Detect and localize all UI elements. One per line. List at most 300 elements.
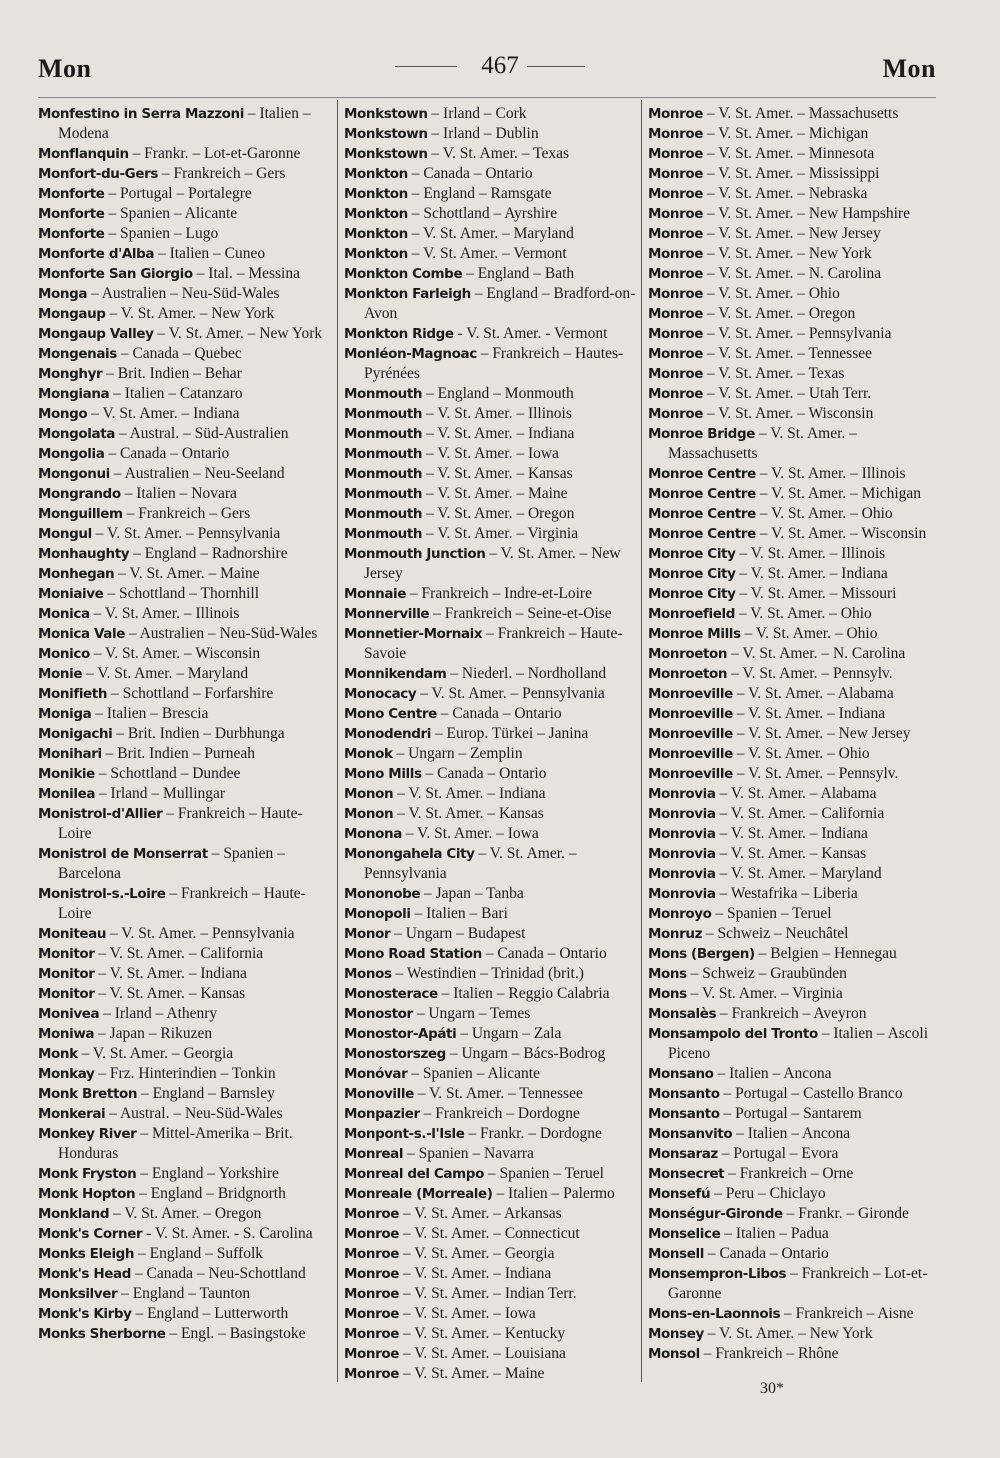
gazetteer-entry <box>344 1124 642 1144</box>
entry-headword: Monrovia <box>648 786 716 802</box>
entry-location: – Italien – Bari <box>410 905 508 922</box>
entry-location: – Westafrika – Liberia <box>715 885 858 902</box>
gazetteer-entry <box>38 1124 336 1164</box>
gazetteer-entry <box>38 1284 336 1304</box>
entry-headword: Mono Mills <box>344 766 422 782</box>
entry-headword: Monigachi <box>38 726 113 742</box>
gazetteer-entry <box>648 324 946 344</box>
entry-location: – V. St. Amer. – Pennsylv. <box>727 665 893 682</box>
entry-location: – V. St. Amer. – New York <box>153 325 323 342</box>
entry-headword: Monok <box>344 746 393 762</box>
entry-headword: Monforte d'Alba <box>38 246 155 262</box>
entry-headword: Moniaive <box>38 586 104 602</box>
entry-location: – V. St. Amer. – Indiana <box>732 705 886 722</box>
entry-location: – Frankreich – Dordogne <box>419 1105 580 1122</box>
entry-location: – V. St. Amer. – Pennsylvania <box>703 325 892 342</box>
entry-headword: Monkton <box>344 246 408 262</box>
gazetteer-entry <box>344 284 642 324</box>
signature-mark: 30* <box>760 1380 784 1397</box>
entry-headword: Monroe City <box>648 546 736 562</box>
gazetteer-entry <box>38 364 336 384</box>
entry-location: – V. St. Amer. – Ohio <box>734 605 872 622</box>
entry-location: – V. St. Amer. – Oregon <box>109 1205 262 1222</box>
entry-headword: Monroe <box>344 1366 400 1382</box>
gazetteer-entry <box>38 884 336 924</box>
gazetteer-entry <box>648 264 946 284</box>
entry-location: – Canada – Ontario <box>703 1245 829 1262</box>
entry-location: – England – Ramsgate <box>407 185 552 202</box>
entry-location: – England – Yorkshire <box>136 1165 279 1182</box>
gazetteer-entry <box>344 464 642 484</box>
gazetteer-entry <box>38 784 336 804</box>
gazetteer-entry <box>344 684 642 704</box>
entry-headword: Monmouth <box>344 426 423 442</box>
column-separator-2 <box>641 100 642 1382</box>
entry-headword: Mons <box>648 986 687 1002</box>
gazetteer-entry <box>344 1164 642 1184</box>
gazetteer-entry <box>38 464 336 484</box>
entry-headword: Monkton Combe <box>344 266 463 282</box>
entry-location: – Brit. Indien – Purneah <box>101 745 256 762</box>
entry-location: – V. St. Amer. – Illinois <box>735 545 886 562</box>
entry-headword: Monpazier <box>344 1106 420 1122</box>
gazetteer-entry <box>648 544 946 564</box>
entry-location: – V. St. Amer. – Illinois <box>89 605 240 622</box>
gazetteer-entry <box>648 1184 946 1204</box>
entry-location: – Frankreich – Aisne <box>780 1305 914 1322</box>
gazetteer-entry <box>344 504 642 524</box>
entry-headword: Mongolia <box>38 446 105 462</box>
gazetteer-entry <box>648 364 946 384</box>
gazetteer-entry <box>648 584 946 604</box>
entry-headword: Monhegan <box>38 566 115 582</box>
entry-headword: Monóvar <box>344 1066 408 1082</box>
entry-location: – V. St. Amer. – Connecticut <box>399 1225 580 1242</box>
entry-location: – Italien – Ancona <box>713 1065 832 1082</box>
entry-location: – England – Bath <box>462 265 575 282</box>
entry-location: – V. St. Amer. – Indiana <box>715 825 868 842</box>
gazetteer-entry <box>648 1204 946 1224</box>
gazetteer-entry <box>648 504 946 524</box>
column-3 <box>648 104 946 1364</box>
page-header <box>0 50 1000 90</box>
entry-location: – V. St. Amer. – Kansas <box>393 805 544 822</box>
entry-location: – V. St. Amer. – Indiana <box>735 565 888 582</box>
entry-headword: Monon <box>344 806 394 822</box>
entry-location: – Frankr. – Gironde <box>782 1205 909 1222</box>
entry-location: – Portugal – Santarem <box>719 1105 862 1122</box>
entry-location: – V. St. Amer. – Mississippi <box>703 165 880 182</box>
entry-headword: Monroe <box>344 1346 400 1362</box>
entry-location: – V. St. Amer. – N. Carolina <box>703 265 882 282</box>
entry-location: – Frankreich – Rhône <box>699 1345 839 1362</box>
gazetteer-entry <box>38 184 336 204</box>
gazetteer-entry <box>648 424 946 464</box>
entry-location: – V. St. Amer. – New Hampshire <box>703 205 910 222</box>
gazetteer-entry <box>344 1004 642 1024</box>
entry-location: – Frankreich – Haute-Loire <box>58 885 306 922</box>
entry-location: – Portugal – Portalegre <box>104 185 252 202</box>
entry-location: – V. St. Amer. – New Jersey <box>703 225 881 242</box>
gazetteer-entry <box>38 444 336 464</box>
entry-location: – Italien – Brescia <box>91 705 209 722</box>
entry-headword: Monroe <box>648 206 704 222</box>
entry-headword: Monpont-s.-l'Isle <box>344 1126 465 1142</box>
gazetteer-entry <box>38 704 336 724</box>
entry-headword: Monroeville <box>648 706 733 722</box>
entry-headword: Monrovia <box>648 846 716 862</box>
gazetteer-entry <box>38 144 336 164</box>
gazetteer-entry <box>648 1024 946 1064</box>
entry-location: – Italien – Catanzaro <box>109 385 243 402</box>
entry-headword: Monkey River <box>38 1126 137 1142</box>
entry-headword: Monroe <box>648 286 704 302</box>
entry-headword: Monodendri <box>344 726 431 742</box>
gazetteer-entry <box>648 1004 946 1024</box>
entry-headword: Monroe <box>648 246 704 262</box>
entry-location: – V. St. Amer. – Tennessee <box>703 345 873 362</box>
entry-headword: Monostorszeg <box>344 1046 446 1062</box>
entry-location: – Brit. Indien – Behar <box>102 365 242 382</box>
entry-location: – Frz. Hinterindien – Tonkin <box>94 1065 276 1082</box>
entry-headword: Monmouth <box>344 386 423 402</box>
gazetteer-entry <box>648 844 946 864</box>
gazetteer-entry <box>648 484 946 504</box>
entry-headword: Monosterace <box>344 986 438 1002</box>
entry-headword: Monihari <box>38 746 102 762</box>
entry-location: – V. St. Amer. – Michigan <box>755 485 922 502</box>
entry-headword: Mono Road Station <box>344 946 482 962</box>
gazetteer-entry <box>344 1324 642 1344</box>
entry-location: – V. St. Amer. – Kansas <box>715 845 867 862</box>
entry-headword: Monroe <box>648 306 704 322</box>
entry-headword: Monitor <box>38 986 95 1002</box>
entry-headword: Monroeton <box>648 646 728 662</box>
entry-headword: Monrovia <box>648 806 716 822</box>
entry-location: – Schweiz – Neuchâtel <box>702 925 849 942</box>
entry-location: – Spanien – Teruel <box>483 1165 604 1182</box>
gazetteer-entry <box>648 1324 946 1344</box>
entry-location: – England – Radnorshire <box>129 545 288 562</box>
entry-location: – V. St. Amer. – Maine <box>422 485 568 502</box>
entry-location: – V. St. Amer. – Pennsylvania <box>106 925 295 942</box>
entry-headword: Monghyr <box>38 366 103 382</box>
gazetteer-entry <box>38 1204 336 1224</box>
gazetteer-entry <box>38 1184 336 1204</box>
entry-location: – Frankreich – Lot-et-Garonne <box>668 1265 928 1302</box>
gazetteer-entry <box>344 524 642 544</box>
gazetteer-entry <box>344 344 642 384</box>
entry-location: – Irland – Cork <box>427 105 527 122</box>
entry-location: – V. St. Amer. – Wisconsin <box>703 405 874 422</box>
gazetteer-entry <box>344 1044 642 1064</box>
entry-headword: Monor <box>344 926 391 942</box>
entry-headword: Monroeville <box>648 746 733 762</box>
gazetteer-entry <box>38 544 336 564</box>
entry-headword: Monroe <box>648 346 704 362</box>
entry-headword: Monroeville <box>648 686 733 702</box>
entry-location: – V. St. Amer. – Oregon <box>422 505 575 522</box>
entry-headword: Monfort-du-Gers <box>38 166 158 182</box>
entry-location: – V. St. Amer. – Kentucky <box>399 1325 566 1342</box>
gazetteer-entry <box>344 424 642 444</box>
gazetteer-entry <box>38 304 336 324</box>
gazetteer-entry <box>38 384 336 404</box>
entry-headword: Monsanto <box>648 1106 720 1122</box>
entry-location: – Spanien – Navarra <box>403 1145 534 1162</box>
gazetteer-entry <box>38 1324 336 1344</box>
gazetteer-entry <box>344 784 642 804</box>
entry-location: – Frankreich – Gers <box>158 165 286 182</box>
entry-location: - V. St. Amer. - Vermont <box>453 325 608 342</box>
entry-location: – Portugal – Evora <box>717 1145 839 1162</box>
gazetteer-entry <box>648 124 946 144</box>
gazetteer-entry <box>344 664 642 684</box>
entry-headword: Monkland <box>38 1206 110 1222</box>
gazetteer-entry <box>344 764 642 784</box>
entry-headword: Monmouth <box>344 466 423 482</box>
entry-location: – V. St. Amer. – Missouri <box>735 585 897 602</box>
gazetteer-entry <box>38 504 336 524</box>
entry-headword: Mons-en-Laonnois <box>648 1306 781 1322</box>
gazetteer-entry <box>648 524 946 544</box>
gazetteer-entry <box>38 524 336 544</box>
entry-headword: Monitor <box>38 946 95 962</box>
gazetteer-entry <box>648 1164 946 1184</box>
gazetteer-entry <box>344 604 642 624</box>
gazetteer-entry <box>38 424 336 444</box>
entry-location: – England – Taunton <box>117 1285 251 1302</box>
gazetteer-entry <box>344 724 642 744</box>
entry-headword: Monkay <box>38 1066 95 1082</box>
entry-headword: Monkerai <box>38 1106 106 1122</box>
entry-headword: Monopoli <box>344 906 411 922</box>
gazetteer-entry <box>648 1104 946 1124</box>
entry-headword: Monroe <box>648 366 704 382</box>
entry-headword: Monico <box>38 646 90 662</box>
gazetteer-entry <box>344 104 642 124</box>
entry-location: – Mittel-Amerika – Brit. Honduras <box>58 1125 293 1162</box>
entry-headword: Monmouth <box>344 486 423 502</box>
entry-location: – V. St. Amer. – Indiana <box>94 965 247 982</box>
entry-location: – V. St. Amer. – Georgia <box>399 1245 555 1262</box>
entry-headword: Monmouth <box>344 506 423 522</box>
entry-headword: Monrovia <box>648 866 716 882</box>
gazetteer-entry <box>648 384 946 404</box>
gazetteer-entry <box>344 444 642 464</box>
entry-location: – V. St. Amer. – Iowa <box>401 825 539 842</box>
entry-location: – V. St. Amer. – New Jersey <box>732 725 911 742</box>
gazetteer-entry <box>648 784 946 804</box>
gazetteer-entry <box>38 964 336 984</box>
gazetteer-entry <box>344 704 642 724</box>
entry-headword: Monforte <box>38 226 105 242</box>
entry-headword: Monkton Farleigh <box>344 286 471 302</box>
gazetteer-entry <box>38 804 336 844</box>
gazetteer-entry <box>38 244 336 264</box>
gazetteer-entry <box>38 1264 336 1284</box>
gazetteer-entry <box>38 1044 336 1064</box>
entry-location: – Frankreich – Orne <box>724 1165 854 1182</box>
entry-location: – V. St. Amer. – Indiana <box>422 425 575 442</box>
gazetteer-entry <box>648 944 946 964</box>
gazetteer-entry <box>648 764 946 784</box>
entry-location: – Westindien – Trinidad (brit.) <box>391 965 584 982</box>
entry-location: – Austral. – Süd-Australien <box>114 425 289 442</box>
gazetteer-entry <box>38 984 336 1004</box>
entry-location: – England – Bridgnorth <box>135 1185 286 1202</box>
entry-headword: Monk <box>38 1046 78 1062</box>
entry-location: – Spanien – Barcelona <box>58 845 285 882</box>
entry-headword: Monreal <box>344 1146 404 1162</box>
entry-location: – V. St. Amer. – Pennsylvania <box>416 685 605 702</box>
entry-headword: Mongiana <box>38 386 110 402</box>
entry-location: – V. St. Amer. – Vermont <box>407 245 567 262</box>
entry-headword: Monreal del Campo <box>344 1166 484 1182</box>
entry-headword: Monsey <box>648 1326 704 1342</box>
entry-headword: Monmouth <box>344 406 423 422</box>
entry-location: – England – Bradford-on-Avon <box>364 285 636 322</box>
entry-headword: Monitor <box>38 966 95 982</box>
entry-headword: Monnaie <box>344 586 407 602</box>
entry-location: – V. St. Amer. – New York <box>703 1325 873 1342</box>
entry-location: – Ungarn – Temes <box>412 1005 531 1022</box>
gazetteer-entry <box>648 924 946 944</box>
gazetteer-entry <box>38 204 336 224</box>
entry-location: – Ungarn – Zala <box>456 1025 562 1042</box>
gazetteer-entry <box>648 904 946 924</box>
entry-headword: Monsampolo del Tronto <box>648 1026 818 1042</box>
entry-headword: Monroe <box>648 266 704 282</box>
entry-headword: Monsano <box>648 1066 714 1082</box>
entry-headword: Moniteau <box>38 926 107 942</box>
gazetteer-entry <box>38 344 336 364</box>
entry-location: – V. St. Amer. – Maine <box>399 1365 545 1382</box>
entry-location: – Canada – Quebec <box>116 345 242 362</box>
entry-location: – Italien – Ascoli Piceno <box>668 1025 929 1062</box>
entry-headword: Monga <box>38 286 88 302</box>
entry-headword: Monk's Corner <box>38 1226 143 1242</box>
entry-headword: Monica <box>38 606 90 622</box>
entry-location: – Italien – Novara <box>120 485 237 502</box>
entry-location: – Australien – Neu-Süd-Wales <box>87 285 280 302</box>
gazetteer-entry <box>344 244 642 264</box>
gazetteer-entry <box>38 944 336 964</box>
entry-headword: Monostor <box>344 1006 413 1022</box>
gazetteer-entry <box>344 544 642 584</box>
header-rule-right <box>527 66 585 67</box>
entry-location: – V. St. Amer. – Michigan <box>703 125 869 142</box>
entry-location: – V. St. Amer. – Ohio <box>703 285 840 302</box>
entry-location: – V. St. Amer. – Tennessee <box>413 1085 583 1102</box>
gazetteer-entry <box>648 864 946 884</box>
entry-headword: Mongenais <box>38 346 117 362</box>
entry-headword: Monroe <box>344 1226 400 1242</box>
gazetteer-entry <box>38 404 336 424</box>
entry-location: – V. St. Amer. – Iowa <box>399 1305 536 1322</box>
entry-headword: Monksilver <box>38 1286 118 1302</box>
gazetteer-entry <box>648 824 946 844</box>
entry-headword: Mongaup <box>38 306 106 322</box>
entry-headword: Monmouth Junction <box>344 546 486 562</box>
entry-headword: Monie <box>38 666 83 682</box>
gazetteer-entry <box>344 964 642 984</box>
gazetteer-entry <box>38 764 336 784</box>
entry-headword: Monmouth <box>344 446 423 462</box>
entry-location: – V. St. Amer. – Indiana <box>87 405 240 422</box>
entry-location: – V. St. Amer. – Pennsylvania <box>364 845 577 882</box>
entry-headword: Monforte San Giorgio <box>38 266 193 282</box>
gazetteer-entry <box>648 164 946 184</box>
gazetteer-entry <box>648 1264 946 1304</box>
entry-headword: Mongo <box>38 406 88 422</box>
entry-location: – Ungarn – Zemplin <box>392 745 523 762</box>
gazetteer-entry <box>344 1344 642 1364</box>
entry-location: – V. St. Amer. – California <box>94 945 264 962</box>
entry-location: – Italien – Padua <box>720 1225 829 1242</box>
entry-location: – Canada – Ontario <box>104 445 230 462</box>
gazetteer-entry <box>38 164 336 184</box>
entry-location: – Frankr. – Lot-et-Garonne <box>128 145 301 162</box>
gazetteer-entry <box>648 564 946 584</box>
entry-location: – V. St. Amer. – Nebraska <box>703 185 868 202</box>
running-head-left: Mon <box>38 54 92 83</box>
running-head-right: Mon <box>882 54 936 83</box>
entry-headword: Monroe <box>648 126 704 142</box>
gazetteer-entry <box>38 1064 336 1084</box>
gazetteer-entry <box>648 604 946 624</box>
entry-headword: Monroe Centre <box>648 506 756 522</box>
gazetteer-entry <box>344 1204 642 1224</box>
entry-location: – Italien – Palermo <box>492 1185 615 1202</box>
entry-headword: Monroe <box>344 1306 400 1322</box>
gazetteer-entry <box>344 264 642 284</box>
entry-headword: Monroe <box>344 1266 400 1282</box>
entry-location: – England – Barnsley <box>137 1085 275 1102</box>
entry-location: – V. St. Amer. – Arkansas <box>399 1205 562 1222</box>
gazetteer-entry <box>648 1344 946 1364</box>
gazetteer-entry <box>648 144 946 164</box>
gazetteer-entry <box>344 1304 642 1324</box>
page-number: 467 <box>481 52 519 79</box>
gazetteer-entry <box>38 284 336 304</box>
gazetteer-entry <box>648 1064 946 1084</box>
entry-location: – Frankreich – Hautes-Pyrénées <box>364 345 624 382</box>
entry-headword: Monhaughty <box>38 546 130 562</box>
entry-location: – V. St. Amer. – Maryland <box>407 225 574 242</box>
gazetteer-entry <box>344 924 642 944</box>
gazetteer-entry <box>648 304 946 324</box>
entry-headword: Monroe City <box>648 566 736 582</box>
entry-headword: Monsell <box>648 1246 704 1262</box>
entry-location: – Frankreich – Haute-Loire <box>58 805 303 842</box>
gazetteer-entry <box>648 1224 946 1244</box>
gazetteer-entry <box>648 204 946 224</box>
entry-location: – Irland – Dublin <box>427 125 539 142</box>
gazetteer-entry <box>648 104 946 124</box>
entry-headword: Monrovia <box>648 826 716 842</box>
entry-location: – V. St. Amer. – Kansas <box>422 465 573 482</box>
entry-headword: Monsanvito <box>648 1126 733 1142</box>
gazetteer-entry <box>344 1284 642 1304</box>
entry-headword: Monroe <box>648 406 704 422</box>
gazetteer-entry <box>38 564 336 584</box>
entry-headword: Monistrol-d'Allier <box>38 806 163 822</box>
entry-location: – V. St. Amer. – Indiana <box>399 1265 552 1282</box>
gazetteer-entry <box>344 1144 642 1164</box>
entry-location: – Italien – Cuneo <box>154 245 266 262</box>
entry-location: - V. St. Amer. - S. Carolina <box>142 1225 313 1242</box>
